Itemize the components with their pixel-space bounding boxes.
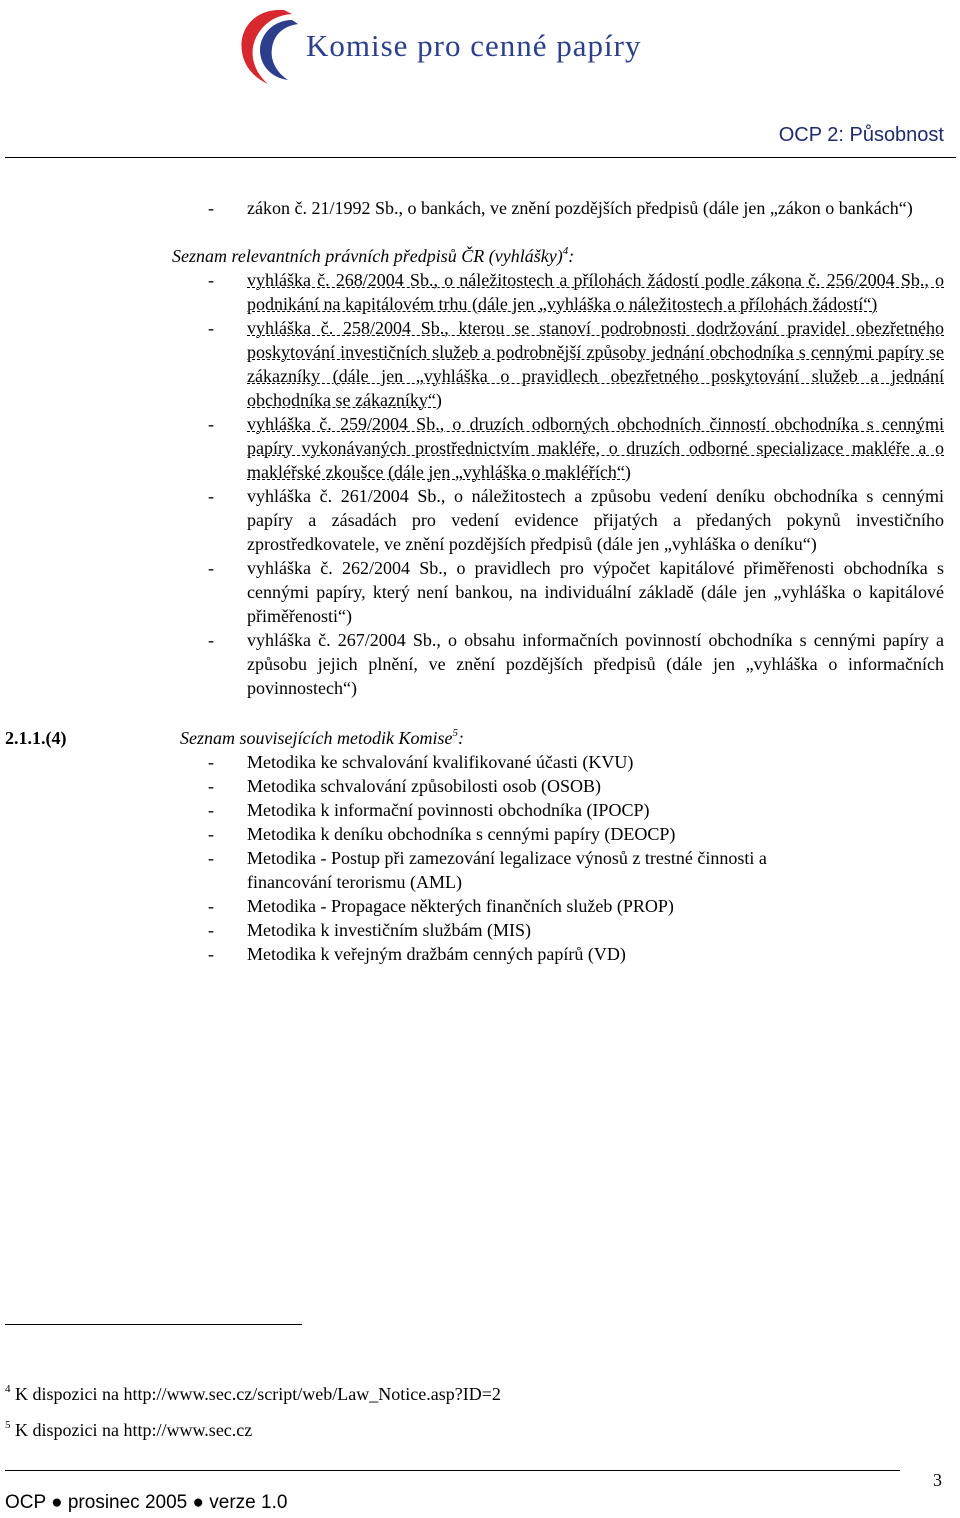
methods-heading-text: Seznam souvisejících metodik Komise [180, 728, 453, 748]
section-title: OCP 2: Působnost [778, 124, 944, 146]
regulation-item [0, 484, 944, 556]
list-dash: - [208, 944, 214, 964]
footer-divider [5, 1470, 900, 1471]
page-number: 3 [933, 1470, 942, 1490]
methods-heading [180, 726, 464, 750]
footnote-text[interactable]: K dispozici na http://www.sec.cz [15, 1420, 253, 1440]
list-dash: - [208, 848, 214, 868]
footnote-ref[interactable]: 5 [452, 727, 458, 739]
method-item [0, 822, 944, 846]
header-divider [5, 157, 956, 158]
method-text: Metodika ke schvalování kvalifikované účasti (KVU) [247, 752, 634, 772]
footnote-number: 4 [5, 1383, 11, 1395]
footer-text: OCP ● prosinec 2005 ● verze 1.0 [5, 1492, 288, 1513]
list-item-text: zákon č. 21/1992 Sb., o bankách, ve znění pozdějších předpisů (dále jen „zákon o bankách“) [247, 198, 913, 218]
regulations-heading [0, 244, 960, 268]
list-dash: - [208, 270, 214, 290]
footnote-ref[interactable]: 4 [562, 245, 569, 257]
method-text: Metodika k veřejným dražbám cenných papírů (VD) [247, 944, 626, 964]
list-dash: - [208, 486, 214, 506]
kcp-logo-icon [234, 4, 314, 90]
method-item [0, 846, 847, 894]
regulation-item[interactable] [0, 268, 944, 316]
heading-colon: : [457, 728, 464, 748]
list-dash: - [208, 752, 214, 772]
methods-list [0, 750, 960, 966]
method-text: Metodika k informační povinnosti obchodníka (IPOCP) [247, 800, 650, 820]
method-text: Metodika - Postup při zamezování legalizace výnosů z trestné činnosti a financování terorismu (AML) [247, 848, 767, 892]
regulation-item[interactable] [0, 316, 944, 412]
list-dash: - [208, 920, 214, 940]
regulation-text: vyhláška č. 262/2004 Sb., o pravidlech pro výpočet kapitálové přiměřenosti obchodníka s cennými papíry, který není bankou, na individuální základě (dále jen „vyhláška o kapitálové přiměřenosti“) [247, 558, 944, 626]
regulations-heading-text: Seznam relevantních právních předpisů ČR (vyhlášky) [172, 246, 563, 266]
footnote-text[interactable]: K dispozici na http://www.sec.cz/script/web/Law_Notice.asp?ID=2 [15, 1384, 501, 1404]
regulation-link[interactable]: vyhláška č. 268/2004 Sb., o náležitostech a přílohách žádostí podle zákona č. 256/2004 Sb., o podnikání na kapitálovém trhu (dále jen „vyhláška o náležitostech a přílohách žádostí“) [247, 270, 944, 314]
method-text: Metodika schvalování způsobilosti osob (OSOB) [247, 776, 601, 796]
method-item [0, 918, 944, 942]
list-dash: - [208, 630, 214, 650]
footnote [5, 1384, 501, 1405]
method-text: Metodika k deníku obchodníka s cennými papíry (DEOCP) [247, 824, 676, 844]
section-number: 2.1.1.(4) [5, 728, 67, 748]
method-text: Metodika k investičním službám (MIS) [247, 920, 531, 940]
list-dash: - [208, 558, 214, 578]
regulation-item [0, 556, 944, 628]
regulation-item [0, 628, 944, 700]
list-dash: - [208, 318, 214, 338]
method-item [0, 774, 944, 798]
regulation-link[interactable]: vyhláška č. 259/2004 Sb., o druzích odborných obchodních činností obchodníka s cennými papíry vykonávaných prostřednictvím makléře, o druzích odborné specializace makléře a o makléřské zkoušce (dále jen „vyhláška o makléřích“) [247, 414, 944, 482]
list-item [0, 196, 944, 220]
regulation-link[interactable]: vyhláška č. 258/2004 Sb., kterou se stanoví podrobnosti dodržování pravidel obezřetného poskytování investičních služeb a podrobnější způsoby jednání obchodníka s cennými papíry se zákazníky (dále jen „vyhláška o pravidlech obezřetného poskytování služeb a jednání obchodníka se zákazníky“) [247, 318, 944, 410]
regulation-text: vyhláška č. 261/2004 Sb., o náležitostech a způsobu vedení deníku obchodníka s cennými papíry a zásadách pro vedení evidence přijatých a předaných pokynů investičního zprostředkovatele, ve znění pozdějších předpisů (dále jen „vyhláška o deníku“) [247, 486, 944, 554]
footnote-number: 5 [5, 1419, 11, 1431]
method-item [0, 942, 944, 966]
method-item [0, 750, 944, 774]
list-dash: - [208, 776, 214, 796]
list-dash: - [208, 198, 214, 218]
organization-name: Komise pro cenné papíry [306, 28, 642, 63]
footnote [5, 1420, 252, 1441]
regulation-text: vyhláška č. 267/2004 Sb., o obsahu informačních povinností obchodníka s cennými papíry a způsobu jejich plnění, ve znění pozdějších předpisů (dále jen „vyhláška o informačních povinnostech“) [247, 630, 944, 698]
list-dash: - [208, 414, 214, 434]
regulation-item[interactable] [0, 412, 944, 484]
method-item [0, 798, 944, 822]
methods-section-heading [0, 726, 960, 750]
method-item [0, 894, 944, 918]
list-dash: - [208, 896, 214, 916]
heading-colon: : [568, 246, 575, 266]
footnote-divider [5, 1324, 302, 1325]
method-text: Metodika - Propagace některých finančních služeb (PROP) [247, 896, 674, 916]
document-body [0, 196, 960, 966]
list-dash: - [208, 824, 214, 844]
list-dash: - [208, 800, 214, 820]
